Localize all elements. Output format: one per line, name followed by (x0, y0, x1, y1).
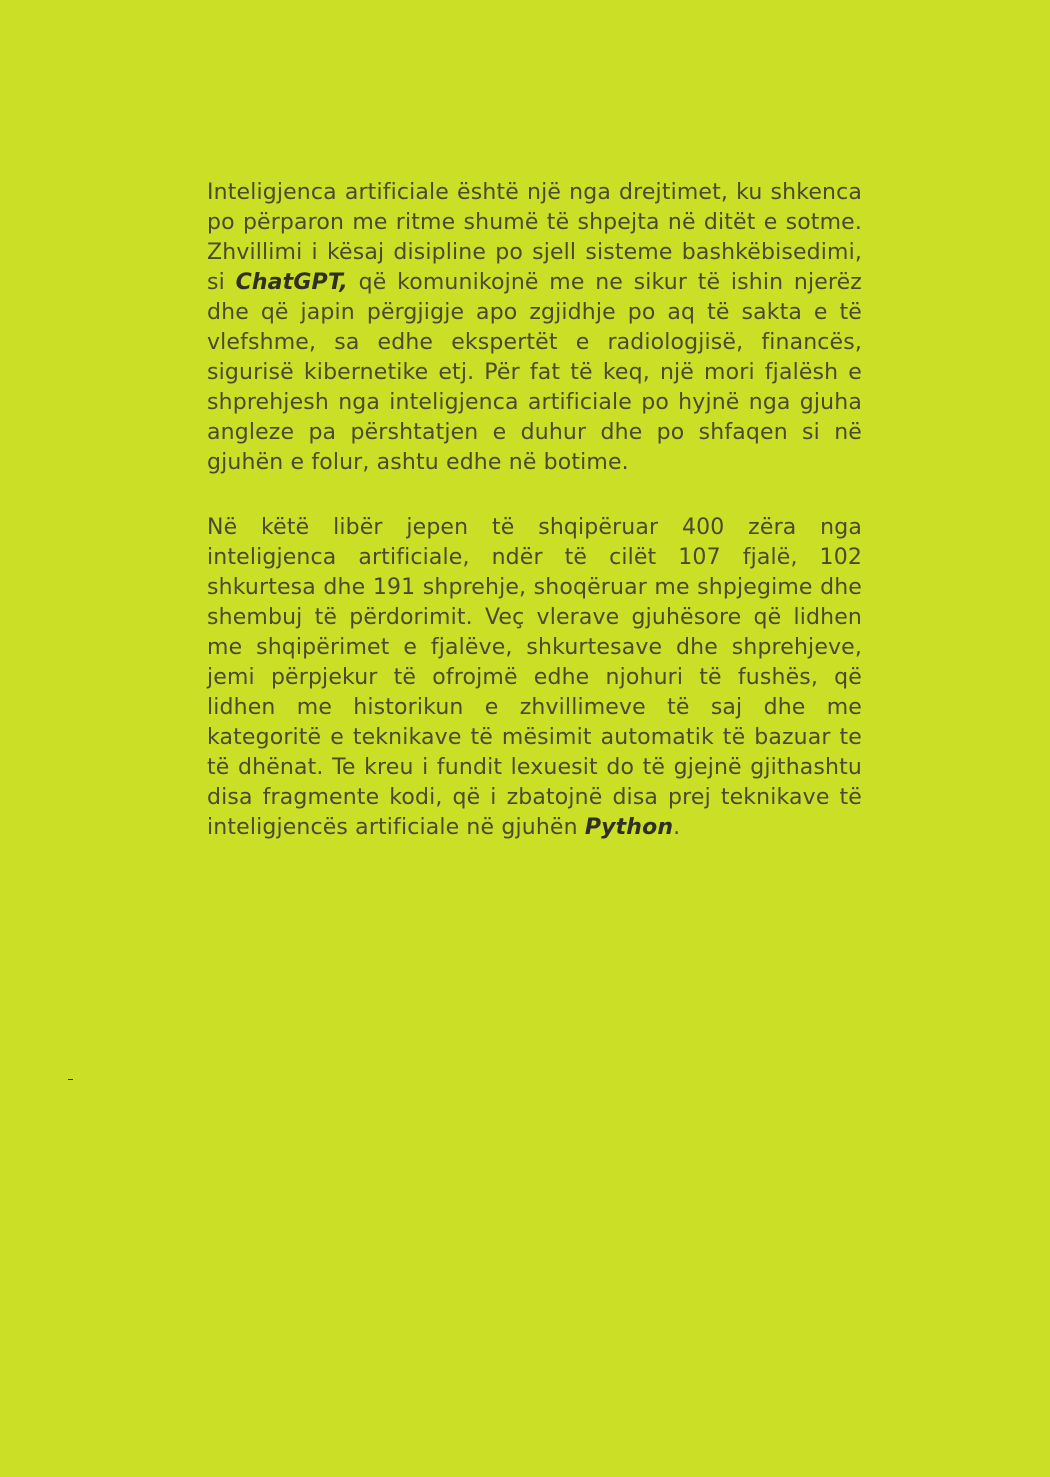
chatgpt-emphasis: ChatGPT, (235, 270, 348, 295)
paragraph-book-text-start: Në këtë libër jepen të shqipëruar 400 zëra nga inteligjenca artificiale, ndër të cilët 107 fjalë, 102 shkurtesa dhe 191 shprehje, shoqëruar me shpjegime dhe shembuj të përdorimit. Veç vlerave gjuhësore që lidhen me shqipërimet e fjalëve, shkurtesave dhe shprehjeve, jemi përpjekur të ofrojmë edhe njohuri të fushës, që lidhen me historikun e zhvillimeve të saj dhe me kategoritë e teknikave të mësimit automatik të bazuar te të dhënat. Te kreu i fundit lexuesit do të gjejnë gjithashtu disa fragmente kodi, që i zbatojnë disa prej teknikave të inteligjencës artificiale në gjuhën (207, 515, 862, 840)
python-emphasis: Python (584, 815, 674, 840)
cover-text-block (207, 178, 862, 843)
paragraph-intro-text-end: që komunikojnë me ne sikur të ishin njerëz dhe që japin përgjigje apo zgjidhje po aq të sakta e të vlefshme, sa edhe ekspertët e radiologjisë, financës, sigurisë kibernetike etj. Për fat të keq, një mori fjalësh e shprehjesh nga inteligjenca artificiale po hyjnë nga gjuha angleze pa përshtatjen e duhur dhe po shfaqen si në gjuhën e folur, ashtu edhe në botime. (207, 270, 862, 475)
paragraph-intro-text-start: Inteligjenca artificiale është një nga drejtimet, ku shkenca po përparon me ritme shumë të shpejta në ditët e sotme. Zhvillimi i kësaj disipline po sjell sisteme bashkëbisedimi, si (207, 180, 862, 295)
small-dash-mark (68, 1079, 73, 1080)
paragraph-book-text-end: . (673, 815, 681, 840)
paragraph-intro (207, 178, 862, 478)
paragraph-book-description (207, 513, 862, 843)
